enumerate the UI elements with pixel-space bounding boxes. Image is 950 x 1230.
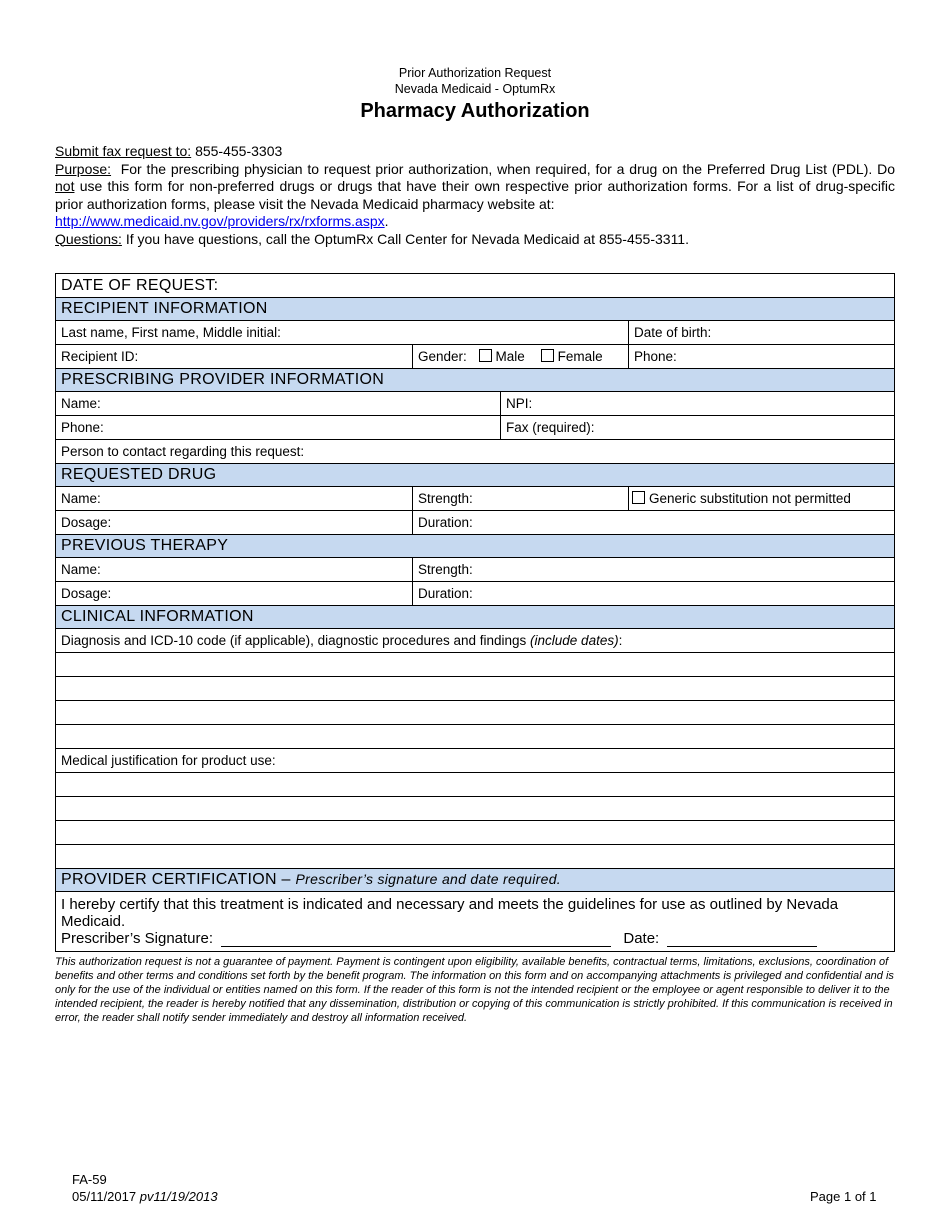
questions-line xyxy=(55,231,895,249)
previous-name-field[interactable]: Name: xyxy=(56,558,413,582)
signature-row xyxy=(61,930,889,947)
justification-line-3[interactable] xyxy=(56,821,895,845)
gender-label: Gender: xyxy=(418,349,467,364)
questions-label: Questions: xyxy=(55,230,122,247)
form-id: FA-59 xyxy=(72,1172,107,1187)
previous-dosage-field[interactable]: Dosage: xyxy=(56,582,413,606)
provider-name-field[interactable]: Name: xyxy=(56,392,501,416)
generic-substitution-field xyxy=(629,487,895,511)
drug-section-header: REQUESTED DRUG xyxy=(56,464,895,487)
certification-note: Prescriber’s signature and date required. xyxy=(295,871,561,887)
purpose-paragraph xyxy=(55,161,895,214)
recipient-phone-field[interactable]: Phone: xyxy=(629,345,895,369)
justification-field[interactable]: Medical justification for product use: xyxy=(56,749,895,773)
justification-line-2[interactable] xyxy=(56,797,895,821)
previous-therapy-section-header: PREVIOUS THERAPY xyxy=(56,535,895,558)
provider-section-header: PRESCRIBING PROVIDER INFORMATION xyxy=(56,369,895,392)
diagnosis-colon: : xyxy=(618,633,623,648)
page-title: Pharmacy Authorization xyxy=(360,100,590,122)
certification-body xyxy=(56,892,895,952)
page-number: Page 1 of 1 xyxy=(810,1189,877,1204)
diagnosis-field[interactable] xyxy=(56,629,895,653)
url-line xyxy=(55,213,895,231)
female-label: Female xyxy=(557,349,603,364)
drug-name-field[interactable]: Name: xyxy=(56,487,413,511)
previous-duration-field[interactable]: Duration: xyxy=(413,582,895,606)
clinical-section-header: CLINICAL INFORMATION xyxy=(56,606,895,629)
recipient-section-header: RECIPIENT INFORMATION xyxy=(56,298,895,321)
diagnosis-line-1[interactable] xyxy=(56,653,895,677)
fax-label: Submit fax request to: xyxy=(55,143,192,159)
header-line-1: Prior Authorization Request xyxy=(398,66,552,80)
certification-statement: I hereby certify that this treatment is indicated and necessary and meets the guidelines for use as outlined by Nevada Medicaid. xyxy=(61,896,839,930)
previous-strength-field[interactable]: Strength: xyxy=(413,558,895,582)
certification-title: PROVIDER CERTIFICATION xyxy=(61,871,277,888)
provider-phone-field[interactable]: Phone: xyxy=(56,416,501,440)
drug-duration-field[interactable]: Duration: xyxy=(413,511,895,535)
recipient-id-field[interactable]: Recipient ID: xyxy=(56,345,413,369)
diagnosis-include-dates: (include dates) xyxy=(530,633,619,648)
drug-dosage-field[interactable]: Dosage: xyxy=(56,511,413,535)
gender-field xyxy=(413,345,629,369)
date-of-request-field[interactable]: DATE OF REQUEST: xyxy=(56,274,895,298)
certification-dash: – xyxy=(276,871,296,888)
contact-person-field[interactable]: Person to contact regarding this request: xyxy=(56,440,895,464)
justification-line-4[interactable] xyxy=(56,845,895,869)
date-label: Date: xyxy=(623,930,660,947)
male-label: Male xyxy=(495,349,525,364)
footer-date-line xyxy=(72,1189,218,1205)
generic-substitution-checkbox[interactable] xyxy=(632,491,645,504)
provider-fax-field[interactable]: Fax (required): xyxy=(501,416,895,440)
intro-block xyxy=(55,143,895,248)
diagnosis-line-2[interactable] xyxy=(56,677,895,701)
certification-section-header xyxy=(56,869,895,892)
fax-number: 855-455-3303 xyxy=(195,143,283,159)
footer-version: pv11/19/2013 xyxy=(139,1189,218,1204)
diagnosis-line-3[interactable] xyxy=(56,701,895,725)
recipient-dob-field[interactable]: Date of birth: xyxy=(629,321,895,345)
recipient-name-field[interactable]: Last name, First name, Middle initial: xyxy=(56,321,629,345)
header-line-2: Nevada Medicaid - OptumRx xyxy=(394,82,556,96)
url-period: . xyxy=(384,213,389,229)
fax-line xyxy=(55,143,895,161)
purpose-text-a: For the prescribing physician to request prior authorization, when required, for a drug on the Preferred Drug List (PDL). Do xyxy=(120,160,895,177)
purpose-not: not xyxy=(55,178,75,194)
footer-date: 05/11/2017 xyxy=(72,1189,137,1204)
purpose-text-b: use this form for non-preferred drugs or drugs that have their own respective prior authorization forms. For a list of drug-specific prior authorization forms, please visit the Nevada Medicaid pharmacy website at: xyxy=(55,178,895,212)
signature-line[interactable] xyxy=(221,930,611,947)
questions-text: If you have questions, call the OptumRx Call Center for Nevada Medicaid at 855-455-3311. xyxy=(125,230,689,247)
drug-strength-field[interactable]: Strength: xyxy=(413,487,629,511)
purpose-label: Purpose: xyxy=(55,160,112,177)
signature-label: Prescriber’s Signature: xyxy=(61,930,214,947)
generic-substitution-label: Generic substitution not permitted xyxy=(649,491,851,506)
female-checkbox[interactable] xyxy=(541,349,554,362)
male-checkbox[interactable] xyxy=(479,349,492,362)
rx-forms-link[interactable]: http://www.medicaid.nv.gov/providers/rx/rxforms.aspx xyxy=(55,213,385,229)
diagnosis-label: Diagnosis and ICD-10 code (if applicable), diagnostic procedures and findings xyxy=(61,633,531,648)
diagnosis-line-4[interactable] xyxy=(56,725,895,749)
authorization-form xyxy=(55,273,895,952)
justification-line-1[interactable] xyxy=(56,773,895,797)
provider-npi-field[interactable]: NPI: xyxy=(501,392,895,416)
disclaimer: This authorization request is not a guarantee of payment. Payment is contingent upon eligibility, available benefits, contractual terms, limitations, exclusions, coordination of benefits and other terms and conditions set forth by the benefit program. The information on this form and on accompanying attachments is privileged and confidential and is only for the use of the individual or entities named on this form. If the reader of this form is not the intended recipient or the employee or agent responsible to deliver it to the intended recipient, the reader is hereby notified that any dissemination, distribution or copying of this communication is strictly prohibited. If this communication is received in error, the reader shall notify sender immediately and destroy all information received. xyxy=(55,956,894,1024)
date-line[interactable] xyxy=(667,930,817,947)
